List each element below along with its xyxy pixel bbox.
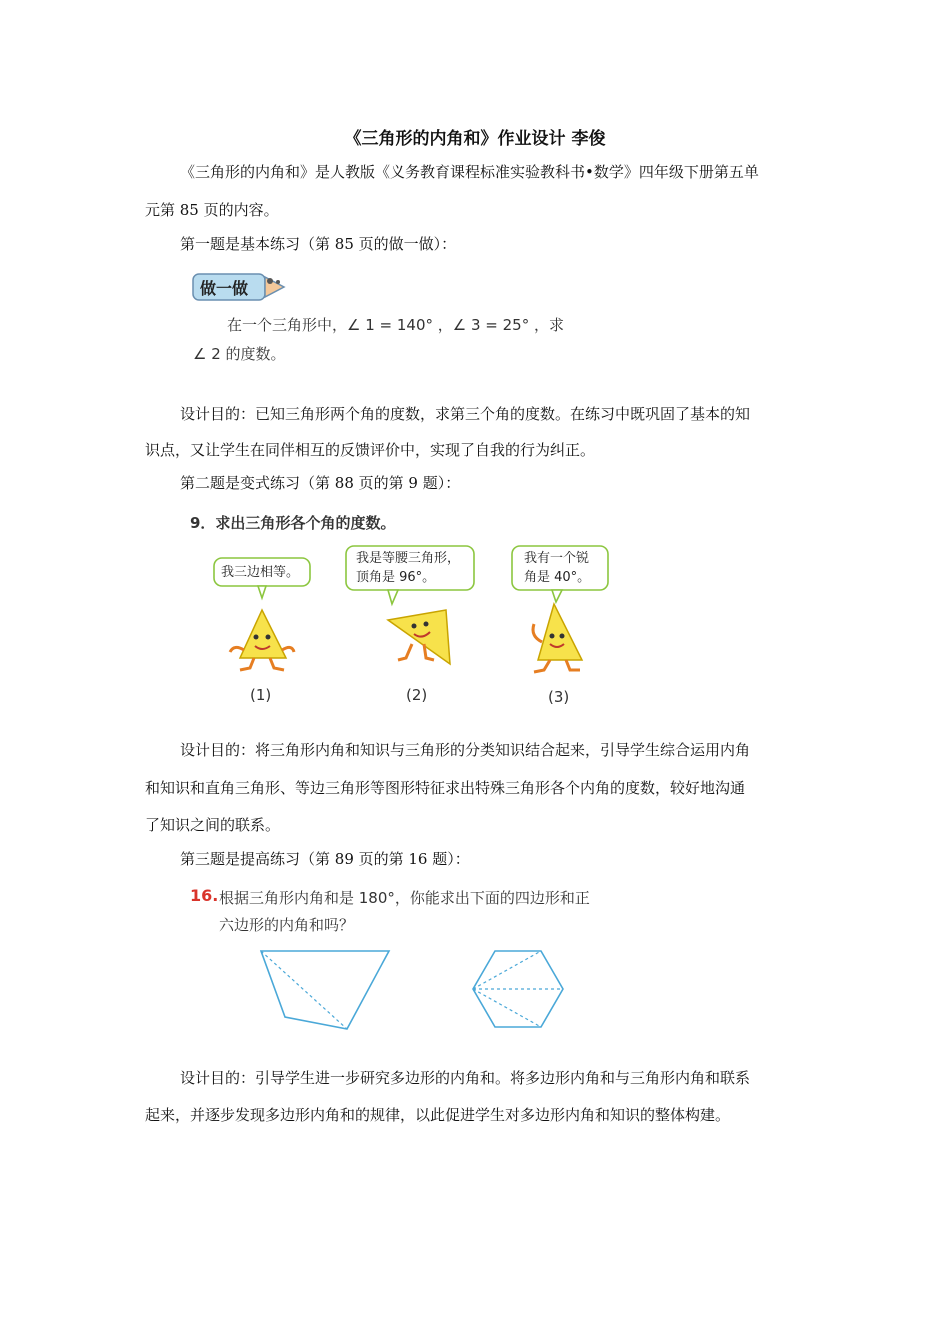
q3-problem-line-2: 六边形的内角和吗？ (219, 916, 355, 934)
regular-hexagon-shape (473, 951, 563, 1027)
q1-problem-line-1: 在一个三角形中，∠ 1 = 140° ，∠ 3 = 25° ，求 (227, 316, 564, 334)
page-title: 《三角形的内角和》作业设计 李俊 (344, 129, 606, 149)
quadrilateral-shape (261, 951, 389, 1029)
q2-heading: 第二题是变式练习（第 88 页的第 9 题）： (180, 474, 461, 492)
q1-purpose-line-1: 设计目的：已知三角形两个角的度数，求第三个角的度数。在练习中既巩固了基本的知 (180, 405, 751, 423)
q3-heading: 第三题是提高练习（第 89 页的第 16 题）： (180, 850, 470, 868)
q3-purpose-line-2: 起来，并逐步发现多边形内角和的规律，以此促进学生对多边形内角和知识的整体构建。 (145, 1106, 731, 1124)
q2-problem: 9．求出三角形各个角的度数。 (190, 514, 396, 532)
bubble-3-line-2: 角是 40°。 (524, 570, 591, 585)
intro-line-1: 《三角形的内角和》是人教版《义务教育课程标准实验教科书•数学》四年级下册第五单 (180, 163, 759, 181)
bubble-3-line-1: 我有一个锐 (524, 551, 590, 566)
triangle-character-2 (388, 610, 450, 664)
q1-badge-label: 做一做 (200, 279, 249, 298)
bubble-1-text: 我三边相等。 (221, 565, 300, 580)
q3-polygons (255, 945, 575, 1035)
q1-purpose-line-2: 识点，又让学生在同伴相互的反馈评价中，实现了自我的行为纠正。 (145, 441, 596, 459)
q3-number: 16. (190, 886, 219, 905)
figure-label-2: (2) (406, 686, 428, 704)
triangle-character-1 (230, 610, 294, 670)
q1-problem-line-2: ∠ 2 的度数。 (193, 345, 286, 363)
triangle-character-3 (533, 604, 582, 672)
q2-purpose-line-1: 设计目的：将三角形内角和知识与三角形的分类知识结合起来，引导学生综合运用内角 (180, 741, 751, 759)
q2-purpose-line-3: 了知识之间的联系。 (145, 816, 281, 834)
q3-problem-line-1: 根据三角形内角和是 180°，你能求出下面的四边形和正 (219, 889, 590, 907)
figure-label-1: (1) (250, 686, 272, 704)
intro-line-2: 元第 85 页的内容。 (145, 201, 279, 219)
q2-purpose-line-2: 和知识和直角三角形、等边三角形等图形特征求出特殊三角形各个内角的度数，较好地沟通 (145, 779, 746, 797)
q1-heading: 第一题是基本练习（第 85 页的做一做）： (180, 235, 457, 253)
q3-purpose-line-1: 设计目的：引导学生进一步研究多边形的内角和。将多边形内角和与三角形内角和联系 (180, 1069, 751, 1087)
figure-label-3: (3) (548, 688, 570, 706)
bubble-2-line-2: 顶角是 96°。 (356, 570, 436, 585)
bubble-2-line-1: 我是等腰三角形， (356, 551, 461, 566)
